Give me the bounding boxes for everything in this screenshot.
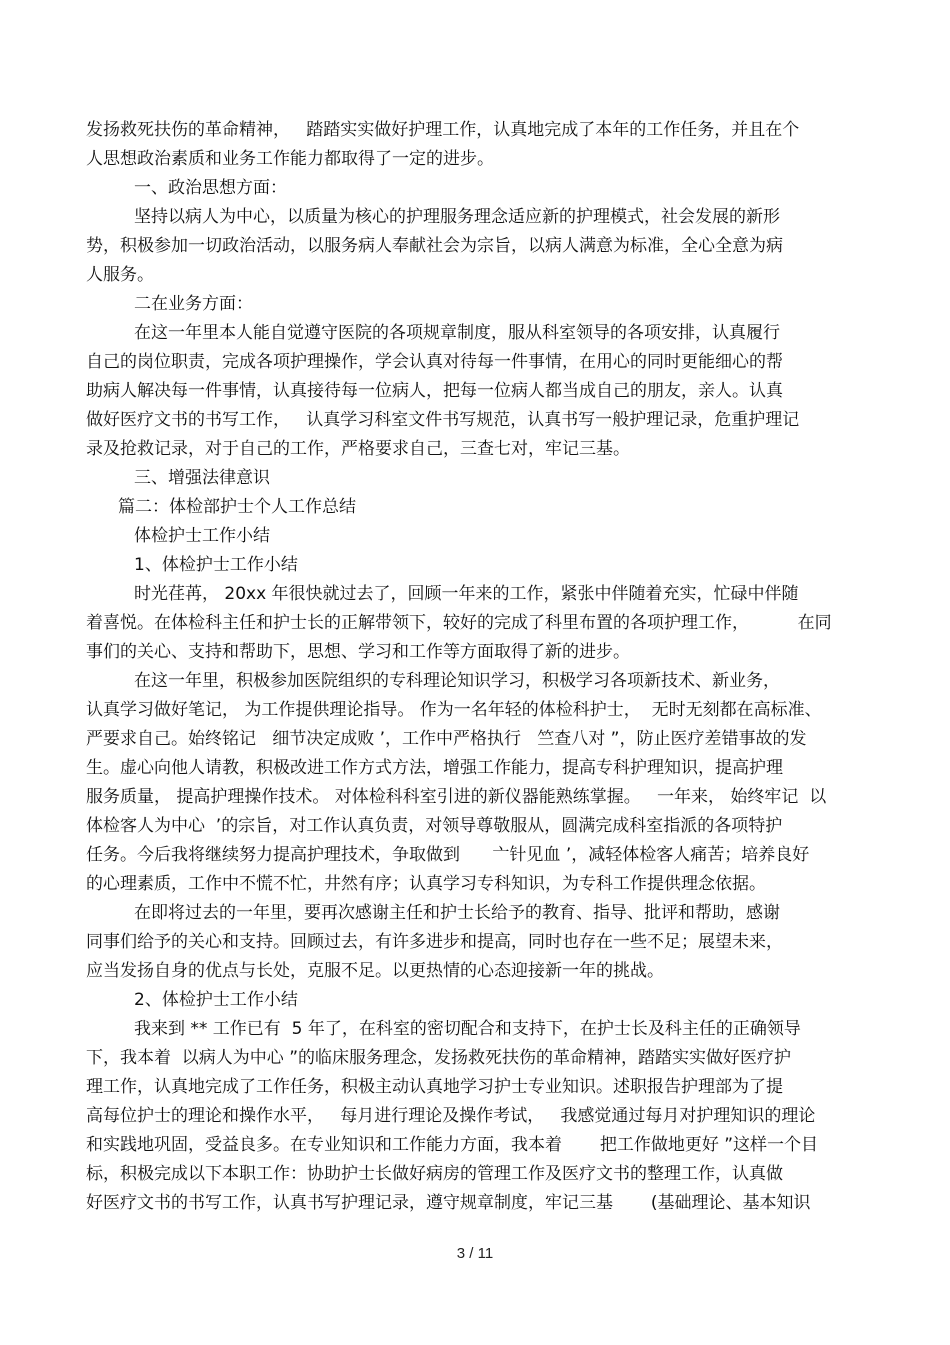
section-heading: 1、体检护士工作小结 xyxy=(134,555,298,575)
text-line: 在这一年里，积极参加医院组织的专科理论知识学习，积极学习各项新技术、新业务， xyxy=(134,671,780,691)
text-line: 录及抢救记录，对于自己的工作，严格要求自己，三查七对，牢记三基。 xyxy=(86,439,630,459)
text-line: 着喜悦。在体检科主任和护士长的正解带领下，较好的完成了科里布置的各项护理工作， 在同 xyxy=(86,613,832,633)
page-number: 3 / 11 xyxy=(456,1245,494,1262)
section-heading: 三、增强法律意识 xyxy=(134,468,270,488)
text-line: 坚持以病人为中心，以质量为核心的护理服务理念适应新的护理模式，社会发展的新形 xyxy=(134,207,780,227)
text-line: 标，积极完成以下本职工作：协助护士长做好病房的管理工作及医疗文书的整理工作，认真做 xyxy=(86,1164,783,1184)
text-line: 做好医疗文书的书写工作， 认真学习科室文件书写规范，认真书写一般护理记录，危重护理记 xyxy=(86,410,800,430)
text-line: 和实践地巩固，受益良多。在专业知识和工作能力方面，我本着 把工作做地更好 ”这样一个目 xyxy=(86,1135,819,1155)
text-line: 应当发扬自身的优点与长处，克服不足。以更热情的心态迎接新一年的挑战。 xyxy=(86,961,664,981)
section-heading: 体检护士工作小结 xyxy=(134,526,270,546)
text-line: 高每位护士的理论和操作水平， 每月进行理论及操作考试， 我感觉通过每月对护理知识的理论 xyxy=(86,1106,816,1126)
text-line: 生。虚心向他人请教，积极改进工作方式方法，增强工作能力，提高专科护理知识，提高护理 xyxy=(86,758,783,778)
text-line: 自己的岗位职责，完成各项护理操作，学会认真对待每一件事情，在用心的同时更能细心的帮 xyxy=(86,352,783,372)
text-line: 的心理素质，工作中不慌不忙，井然有序；认真学习专科知识，为专科工作提供理念依据。 xyxy=(86,874,766,894)
text-line: 我来到 ** 工作已有 5 年了，在科室的密切配合和支持下，在护士长及科主任的正确领导 xyxy=(134,1019,801,1039)
text-line: 人服务。 xyxy=(86,265,154,285)
section-heading: 篇二：体检部护士个人工作总结 xyxy=(118,497,356,517)
text-line: 任务。今后我将继续努力提高护理技术，争取做到 亠针见血 ’，减轻体检客人痛苦；培养良好 xyxy=(86,845,810,865)
text-line: 在这一年里本人能自觉遵守医院的各项规章制度，服从科室领导的各项安排，认真履行 xyxy=(134,323,780,343)
text-line: 体检客人为中心 ’的宗旨，对工作认真负责，对领导尊敬服从，圆满完成科室指派的各项特护 xyxy=(86,816,783,836)
section-heading: 二在业务方面： xyxy=(134,294,253,314)
text-line: 严要求自己。始终铭记 细节决定成败 ’，工作中严格执行 竺查八对 ”，防止医疗差错事故的发 xyxy=(86,729,807,749)
text-line: 在即将过去的一年里，要再次感谢主任和护士长给予的教育、指导、批评和帮助，感谢 xyxy=(134,903,780,923)
text-line: 理工作，认真地完成了工作任务，积极主动认真地学习护士专业知识。述职报告护理部为了提 xyxy=(86,1077,783,1097)
text-line: 下，我本着 以病人为中心 ”的临床服务理念，发扬救死扶伤的革命精神，踏踏实实做好医疗护 xyxy=(86,1048,792,1068)
text-line: 发扬救死扶伤的革命精神， 踏踏实实做好护理工作，认真地完成了本年的工作任务，并且在个 xyxy=(86,120,800,140)
text-line: 好医疗文书的书写工作，认真书写护理记录，遵守规章制度，牢记三基 (基础理论、基本知识 xyxy=(86,1193,811,1213)
section-heading: 2、体检护士工作小结 xyxy=(134,990,298,1010)
text-line: 服务质量， 提高护理操作技术。 对体检科科室引进的新仪器能熟练掌握。 一年来， 始终牢记 以 xyxy=(86,787,827,807)
text-line: 同事们给予的关心和支持。回顾过去，有许多进步和提高，同时也存在一些不足；展望未来， xyxy=(86,932,783,952)
text-line: 人思想政治素质和业务工作能力都取得了一定的进步。 xyxy=(86,149,494,169)
text-line: 认真学习做好笔记， 为工作提供理论指导。 作为一名年轻的体检科护士， 无时无刻都在高标准、 xyxy=(86,700,822,720)
text-line: 时光荏苒， 20xx 年很快就过去了，回顾一年来的工作，紧张中伴随着充实，忙碌中伴随 xyxy=(134,584,799,604)
section-heading: 一、政治思想方面： xyxy=(134,178,287,198)
text-line: 势，积极参加一切政治活动，以服务病人奉献社会为宗旨，以病人满意为标准，全心全意为病 xyxy=(86,236,783,256)
text-line: 事们的关心、支持和帮助下，思想、学习和工作等方面取得了新的进步。 xyxy=(86,642,630,662)
text-line: 助病人解决每一件事情，认真接待每一位病人，把每一位病人都当成自己的朋友，亲人。认真 xyxy=(86,381,783,401)
